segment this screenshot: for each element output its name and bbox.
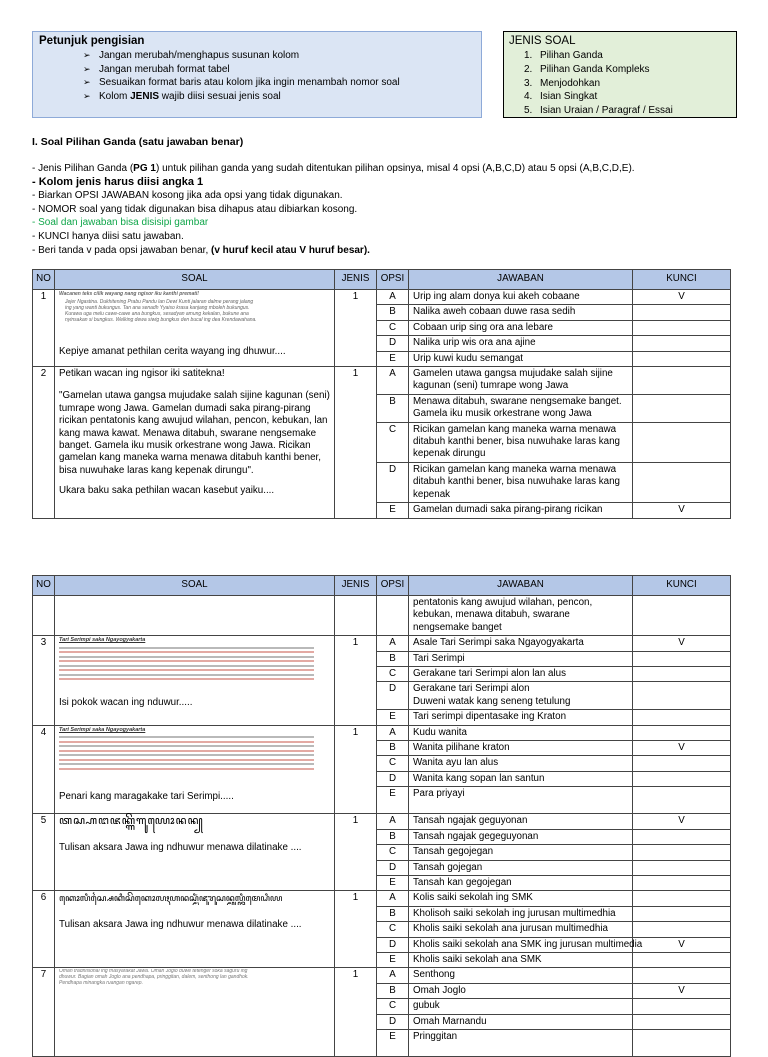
answer-text[interactable]: Tansah gegojegan xyxy=(409,845,633,860)
answer-text[interactable]: gubuk xyxy=(409,999,633,1014)
header-jawaban: JAWABAN xyxy=(409,576,633,596)
answer-text[interactable]: Senthong xyxy=(409,968,633,983)
answer-key[interactable]: V xyxy=(633,937,731,952)
question-cell xyxy=(55,290,335,367)
jenis-soal-list xyxy=(524,49,673,118)
answer-key[interactable] xyxy=(633,305,731,320)
answer-text[interactable]: Ricikan gamelan kang maneka warna menawa ditabuh kanthi bener, bisa nuwuhake laras kang kepenak xyxy=(409,462,633,502)
petunjuk-box xyxy=(32,31,482,118)
table-header-row xyxy=(33,270,731,290)
answer-key[interactable] xyxy=(633,771,731,786)
jenis-soal-item: 4. Isian Singkat xyxy=(524,91,598,103)
question-jenis: 1 xyxy=(335,725,377,814)
answer-key[interactable] xyxy=(633,462,731,502)
option-label: E xyxy=(377,710,409,725)
answer-text[interactable]: Wanita pilihane kraton xyxy=(409,741,633,756)
petunjuk-list xyxy=(83,49,400,103)
question-table-2 xyxy=(32,575,731,1057)
answer-key[interactable] xyxy=(633,1029,731,1056)
question-number: 7 xyxy=(33,968,55,1057)
option-label: B xyxy=(377,651,409,666)
answer-key[interactable] xyxy=(633,422,731,462)
jenis-soal-item: 3. Menjodohkan xyxy=(524,77,601,89)
option-label: A xyxy=(377,367,409,395)
question-image: Wacanen teks cilik wayang nang ngisor iku kanthi premati! Jejer Ngastina. Dukhitening Prabu Pandu lan Dewi Kunti jalaran dalme perang jalang ing yang wanti bukungus. Tan ana senadh Yyaiso krasa kanjang mboleh bukungus. Kurawa uga melu cawe-cawe ana bungkus, sesadyan amung kekalan, bukune ana nyinsakan si bungkus. Welking dewa siwig bungkus den bucal ing dea Krendawahana. xyxy=(59,291,257,323)
option-label: D xyxy=(377,937,409,952)
table-header-row xyxy=(33,576,731,596)
answer-text[interactable]: Wanita kang sopan lan santun xyxy=(409,771,633,786)
header-opsi: OPSI xyxy=(377,576,409,596)
option-label: E xyxy=(377,503,409,518)
answer-key[interactable] xyxy=(633,336,731,351)
answer-text-continued[interactable]: pentatonis kang awujud wilahan, pencon, kebukan, menawa ditabuh, swarane nengsemake banget xyxy=(409,596,633,636)
question-cell xyxy=(55,968,335,1057)
question-image: Omah tradhisional ing masyarakat Jawa. Omah Joglo duwe tetenger soka saguru ing dhuwur. Bagian omah Joglo ana pendhapa, pringgitan, dalem, senthong lan gandhok. Pendhapa minangka ruangan ngarep. xyxy=(59,969,249,986)
question-jenis: 1 xyxy=(335,968,377,1057)
answer-key[interactable] xyxy=(633,787,731,814)
petunjuk-item: ➢ Sesuaikan format baris atau kolom jika ingin menambah nomor soal xyxy=(83,77,400,88)
header-no: NO xyxy=(33,270,55,290)
option-label: D xyxy=(377,771,409,786)
option-label: B xyxy=(377,741,409,756)
header-jenis: JENIS xyxy=(335,576,377,596)
answer-text[interactable]: Kholis saiki sekolah ana jurusan multimedhia xyxy=(409,922,633,937)
table-row xyxy=(33,636,731,651)
answer-key[interactable] xyxy=(633,829,731,844)
question-number: 4 xyxy=(33,725,55,814)
answer-text[interactable]: Gamelen utawa gangsa mujudake salah sijine kagunan (seni) tumrape wong Jawa xyxy=(409,367,633,395)
option-label: E xyxy=(377,1029,409,1056)
petunjuk-item: ➢ Jangan merubah/menghapus susunan kolom xyxy=(83,50,300,61)
table-row xyxy=(33,891,731,906)
answer-key[interactable]: V xyxy=(633,983,731,998)
question-jenis: 1 xyxy=(335,367,377,518)
answer-key[interactable] xyxy=(633,351,731,366)
note-line: - Soal dan jawaban bisa disisipi gambar xyxy=(32,217,209,229)
header-soal: SOAL xyxy=(55,576,335,596)
question-jenis: 1 xyxy=(335,814,377,891)
option-label: D xyxy=(377,682,409,710)
note-line: - NOMOR soal yang tidak digunakan bisa dihapus atau dibiarkan kosong. xyxy=(32,203,358,215)
petunjuk-title: Petunjuk pengisian xyxy=(39,35,145,47)
question-image: Tari Serimpi saka Ngayogyakarta xyxy=(59,727,314,785)
option-label: E xyxy=(377,952,409,967)
option-label: C xyxy=(377,922,409,937)
answer-key[interactable] xyxy=(633,725,731,740)
answer-key[interactable] xyxy=(633,952,731,967)
header-kunci: KUNCI xyxy=(633,270,731,290)
header-jenis: JENIS xyxy=(335,270,377,290)
answer-text[interactable]: Urip kuwi kudu semangat xyxy=(409,351,633,366)
table-row xyxy=(33,968,731,983)
question-text: Isi pokok wacan ing nduwur..... xyxy=(59,697,193,709)
answer-key[interactable]: V xyxy=(633,290,731,305)
answer-text[interactable]: Kholisoh saiki sekolah ing jurusan multimedhia xyxy=(409,906,633,921)
arrow-bullet-icon: ➢ xyxy=(83,90,91,101)
question-jenis: 1 xyxy=(335,290,377,367)
answer-text[interactable]: Ricikan gamelan kang maneka warna menawa ditabuh kanthi bener, bisa nuwuhake laras kang kepenak dirungu xyxy=(409,422,633,462)
arrow-bullet-icon: ➢ xyxy=(83,63,91,74)
question-jenis: 1 xyxy=(335,891,377,968)
answer-key[interactable] xyxy=(633,999,731,1014)
option-label: D xyxy=(377,336,409,351)
answer-text[interactable]: Menawa ditabuh, swarane nengsemake banget. Gamela iku musik orkestrane wong Jawa xyxy=(409,394,633,422)
note-line: - KUNCI hanya diisi satu jawaban. xyxy=(32,230,184,242)
answer-key[interactable] xyxy=(633,320,731,335)
answer-key[interactable] xyxy=(633,756,731,771)
answer-text[interactable]: Tari serimpi dipentasake ing Kraton xyxy=(409,710,633,725)
jenis-soal-box xyxy=(503,31,737,118)
answer-key[interactable] xyxy=(633,891,731,906)
answer-text[interactable]: Kholis saiki sekolah ana SMK xyxy=(409,952,633,967)
question-text: Ukara baku saka pethilan wacan kasebut yaiku.... xyxy=(59,485,275,497)
option-label: D xyxy=(377,860,409,875)
answer-text[interactable]: Asale Tari Serimpi saka Ngayogyakarta xyxy=(409,636,633,651)
answer-key[interactable]: V xyxy=(633,814,731,829)
option-label: A xyxy=(377,891,409,906)
petunjuk-item: ➢ Jangan merubah format tabel xyxy=(83,63,230,75)
table-row xyxy=(33,367,731,395)
javanese-script-image: ꦠꦱ꧀ꦲꦔꦗꦏ꧀ꦒꦼꦒꦸꦪꦺꦴꦤꦤ꧀ xyxy=(59,815,204,828)
question-text: Tulisan aksara Jawa ing ndhuwur menawa dilatinake .... xyxy=(59,918,302,930)
option-label: C xyxy=(377,422,409,462)
note-line: - Biarkan OPSI JAWABAN kosong jika ada opsi yang tidak digunakan. xyxy=(32,190,343,202)
answer-text[interactable]: Nalika aweh cobaan duwe rasa sedih xyxy=(409,305,633,320)
question-text: Penari kang maragakake tari Serimpi..... xyxy=(59,790,234,802)
answer-key[interactable]: V xyxy=(633,503,731,518)
answer-text[interactable]: Kudu wanita xyxy=(409,725,633,740)
table-row xyxy=(33,290,731,305)
question-number: 5 xyxy=(33,814,55,891)
question-number: 2 xyxy=(33,367,55,518)
answer-text[interactable]: Omah Joglo xyxy=(409,983,633,998)
answer-key[interactable] xyxy=(633,968,731,983)
answer-text[interactable]: Pringgitan xyxy=(409,1029,633,1056)
jenis-soal-item: 2. Pilihan Ganda Kompleks xyxy=(524,63,650,75)
option-label: D xyxy=(377,1014,409,1029)
answer-text[interactable]: Tansah gojegan xyxy=(409,860,633,875)
option-label: A xyxy=(377,814,409,829)
option-label: E xyxy=(377,875,409,890)
option-label: C xyxy=(377,320,409,335)
petunjuk-item: ➢ Kolom JENIS wajib diisi sesuai jenis soal xyxy=(83,90,281,102)
answer-key[interactable]: V xyxy=(633,741,731,756)
jenis-soal-item: 5. Isian Uraian / Paragraf / Essai xyxy=(524,105,673,117)
option-label: B xyxy=(377,394,409,422)
option-label: B xyxy=(377,906,409,921)
option-label: B xyxy=(377,305,409,320)
section-title: I. Soal Pilihan Ganda (satu jawaban benar) xyxy=(32,136,244,148)
instruction-notes xyxy=(32,162,635,257)
option-label: B xyxy=(377,983,409,998)
option-label: C xyxy=(377,999,409,1014)
javanese-script-image: ꦏꦺꦴꦭꦶꦱ꧀ꦱꦻꦏꦶꦱꦼꦏꦺꦴꦭꦃꦲꦤꦱ꧀ꦩ꧀ꦏꦶꦁꦗꦸꦫꦸꦱꦤ꧀ꦩꦸꦭ꧀ꦠꦶꦩꦺꦝꦶꦪ xyxy=(59,893,283,904)
note-line: - Kolom jenis harus diisi angka 1 xyxy=(32,175,204,188)
option-label: C xyxy=(377,667,409,682)
answer-key[interactable] xyxy=(633,875,731,890)
answer-text[interactable]: Gamelan dumadi saka pirang-pirang ricikan xyxy=(409,503,633,518)
option-label: D xyxy=(377,462,409,502)
answer-text[interactable]: Tansah ngajak geguyonan xyxy=(409,814,633,829)
question-number: 1 xyxy=(33,290,55,367)
option-label: C xyxy=(377,845,409,860)
answer-text[interactable]: Tari Serimpi xyxy=(409,651,633,666)
question-passage: "Gamelan utawa gangsa mujudake salah sijine kagunan (seni) tumrape wong Jawa. Gamelan dumadi saka pirang-pirang ricikan pentatonis kang awujud wilahan, pencon, kebukan, lan kang mawa kawat. Menawa ditabuh, swarane nengsemake banget. Gamela iku musik orkestrane wong Jawa. Ricikan gamelan kang maneka warna menawa ditabuh kanthi bener, bisa nuwuhake laras kang kepenak dirungu". xyxy=(59,390,330,476)
option-label: A xyxy=(377,968,409,983)
answer-key[interactable] xyxy=(633,860,731,875)
header-opsi: OPSI xyxy=(377,270,409,290)
header-soal: SOAL xyxy=(55,270,335,290)
answer-key[interactable] xyxy=(633,367,731,395)
header-kunci: KUNCI xyxy=(633,576,731,596)
note-line: - Jenis Pilihan Ganda (PG 1) untuk pilihan ganda yang sudah ditentukan pilihan opsinya, misal 4 opsi (A,B,C,D) atau 5 opsi (A,B,C,D,E). xyxy=(32,163,635,174)
answer-text[interactable]: Urip ing alam donya kui akeh cobaane xyxy=(409,290,633,305)
answer-text[interactable]: Para priyayi xyxy=(409,787,633,814)
jenis-soal-item: 1. Pilihan Ganda xyxy=(524,50,603,61)
answer-text[interactable]: Nalika urip wis ora ana ajine xyxy=(409,336,633,351)
question-cell xyxy=(55,814,335,891)
header-no: NO xyxy=(33,576,55,596)
answer-key[interactable] xyxy=(633,394,731,422)
question-cell xyxy=(55,725,335,814)
question-jenis: 1 xyxy=(335,636,377,725)
answer-key[interactable] xyxy=(633,651,731,666)
option-label: C xyxy=(377,756,409,771)
answer-text[interactable]: Tansah ngajak gegeguyonan xyxy=(409,829,633,844)
answer-key[interactable] xyxy=(633,1014,731,1029)
question-number: 3 xyxy=(33,636,55,725)
answer-key[interactable] xyxy=(633,922,731,937)
question-cell xyxy=(55,891,335,968)
question-image: Tari Serimpi saka Ngayogyakarta xyxy=(59,637,314,695)
answer-text[interactable]: Gerakane tari Serimpi alon lan alus xyxy=(409,667,633,682)
option-label: B xyxy=(377,829,409,844)
note-line: - Beri tanda v pada opsi jawaban benar, (v huruf kecil atau V huruf besar). xyxy=(32,244,370,256)
answer-text[interactable]: Cobaan urip sing ora ana lebare xyxy=(409,320,633,335)
arrow-bullet-icon: ➢ xyxy=(83,77,91,87)
question-cell xyxy=(55,367,335,518)
question-cell xyxy=(55,636,335,725)
answer-text[interactable]: Kolis saiki sekolah ing SMK xyxy=(409,891,633,906)
table-row xyxy=(33,596,731,636)
table-row xyxy=(33,725,731,740)
arrow-bullet-icon: ➢ xyxy=(83,50,91,60)
option-label: A xyxy=(377,290,409,305)
answer-key[interactable] xyxy=(633,667,731,682)
question-text: Petikan wacan ing ngisor iki satitekna! xyxy=(59,368,225,380)
answer-key[interactable] xyxy=(633,710,731,725)
answer-text[interactable]: Wanita ayu lan alus xyxy=(409,756,633,771)
option-label: A xyxy=(377,725,409,740)
question-table-1 xyxy=(32,269,731,519)
option-label: E xyxy=(377,787,409,814)
answer-key[interactable] xyxy=(633,906,731,921)
answer-text[interactable]: Gerakane tari Serimpi alon Duweni watak kang seneng tetulung xyxy=(409,682,633,710)
question-number: 6 xyxy=(33,891,55,968)
header-jawaban: JAWABAN xyxy=(409,270,633,290)
table-row xyxy=(33,814,731,829)
option-label: A xyxy=(377,636,409,651)
answer-text[interactable]: Tansah kan gegojegan xyxy=(409,875,633,890)
answer-key[interactable]: V xyxy=(633,636,731,651)
option-label: E xyxy=(377,351,409,366)
answer-key[interactable] xyxy=(633,682,731,710)
jenis-soal-title: JENIS SOAL xyxy=(509,35,576,47)
answer-text[interactable]: Omah Marnandu xyxy=(409,1014,633,1029)
question-text: Kepiye amanat pethilan cerita wayang ing dhuwur.... xyxy=(59,346,286,357)
answer-key[interactable] xyxy=(633,845,731,860)
answer-text[interactable]: Kholis saiki sekolah ana SMK ing jurusan multimedia xyxy=(409,937,633,952)
question-text: Tulisan aksara Jawa ing ndhuwur menawa dilatinake .... xyxy=(59,841,302,853)
